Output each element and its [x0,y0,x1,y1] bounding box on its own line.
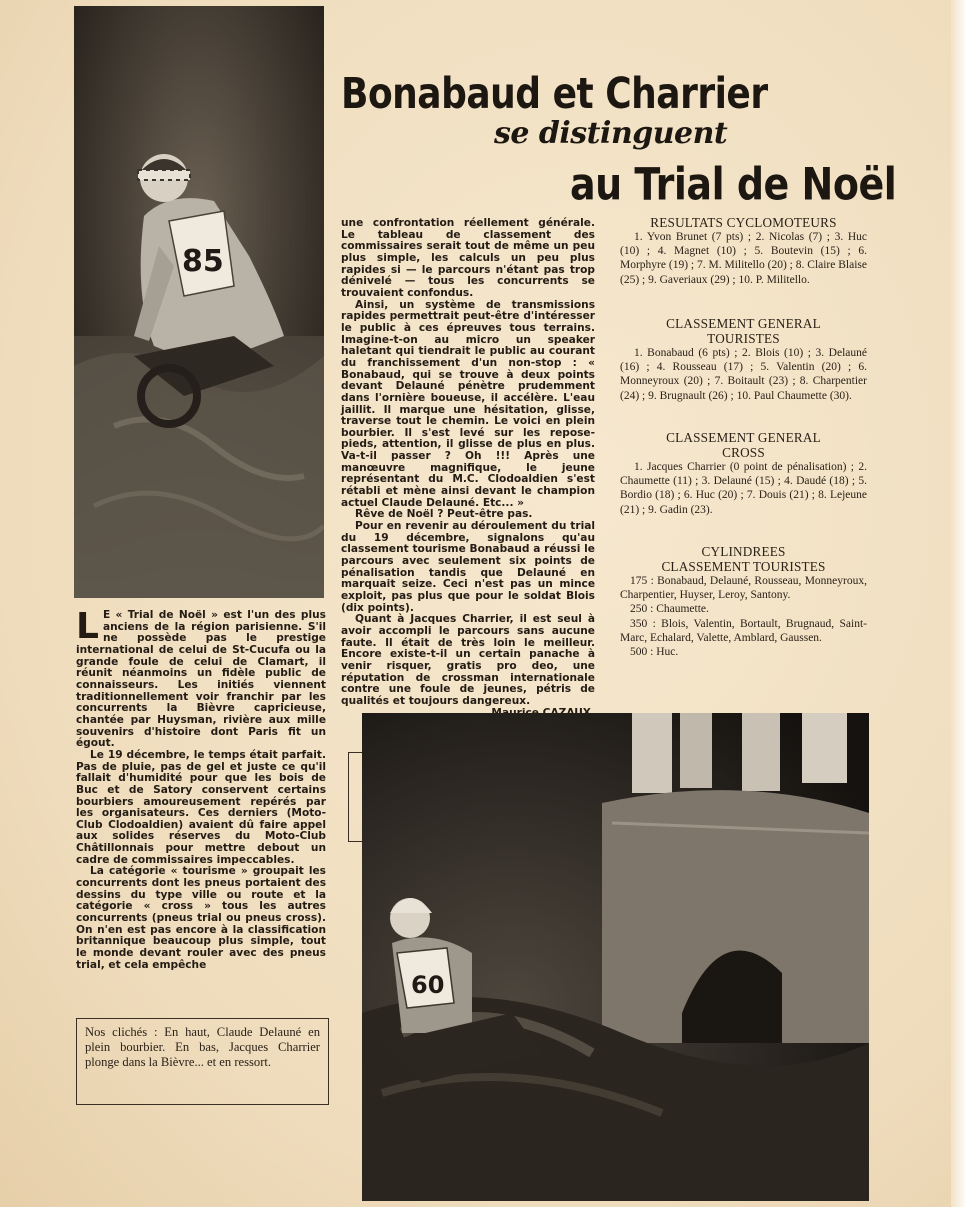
results-subheading: CLASSEMENT TOURISTES [661,559,826,574]
article-paragraph: Le 19 décembre, le temps était parfait. Pas de pluie, pas de gel et juste ce qu'il fallait d'humidité pour que les bois de Buc et de Satory conservent certains bourbiers amoureusement repérés par les organisateurs. Ces derniers (Moto-Club Clodoaldien) avaient dû faire appel aux solides réserves du Moto-Club Châtillonnais pour mettre debout un cadre de commissaires impeccables. [76,748,326,866]
article-paragraph: E « Trial de Noël » est l'un des plus anciens de la région parisienne. S'il ne possède pas le prestige international de celui de St-Cucufa ou la grande foule de celui de Clamart, il réunit néanmoins un fidèle public de connaisseurs. Les initiés viennent traditionnellement voir franchir par les concurrents la Bièvre capricieuse, chantée par Huysman, rivière aux mille souvenirs d'histoire dont Paris fit un égout. [76,609,326,750]
results-line: 250 : Chaumette. [630,603,709,616]
dropcap: L [76,606,99,647]
results-text: 1. Yvon Brunet (7 pts) ; 2. Nicolas (7) ; 3. Huc (10) ; 4. Magnet (10) ; 5. Boutevin (15) ; 6. Morphyre (19) ; 7. M. Militello (20) ; 8. Claire Blaise (25) ; 9. Gaveriaux (29) ; 10. P. Militello. [620,231,867,286]
headline-line1: Bonabaud et Charrier [341,70,768,119]
results-heading: RESULTATS CYCLOMOTEURS [650,215,837,230]
bib-number-85: 85 [182,244,224,279]
article-paragraph: Quant à Jacques Charrier, il est seul à avoir accompli le parcours sans aucune faute. Il était de très loin le meilleur. Encore existe-t-il un certain panache à venir risquer, gratis pro deo, une réputation de crossman internationale contre une foule de jeunes, pétris de qualités et toujours dangereux. [341,613,595,707]
results-subheading: TOURISTES [707,331,780,346]
results-cylindrees [620,544,867,659]
results-heading: CLASSEMENT GENERAL [666,430,821,445]
photo-bottom-rider-in-river [362,713,869,1201]
results-cross [620,430,867,517]
headline-line2: se distinguent [494,116,728,151]
results-heading: CLASSEMENT GENERAL [666,316,821,331]
page-edge [951,0,965,1207]
photo-caption-box: Nos clichés : En haut, Claude Delauné en plein bourbier. En bas, Jacques Charrier plonge dans la Bièvre... et en ressort. [76,1018,329,1105]
results-touristes [620,316,867,403]
results-heading: CYLINDREES [701,544,786,559]
article-column-middle [341,218,595,719]
article-paragraph: Ainsi, un système de transmissions rapides permettrait peut-être d'intéresser le public à ces épreuves tous terrains. Imagine-t-on au micro un speaker haletant qui tiendrait le public au courant du franchissement d'un non-stop : « Bonabaud, qui se trouve à deux points devant Delauné pénètre prudemment dans l'ornière boueuse, il accélère. L'eau jaillit. Il marque une hésitation, glisse, traverse tout le chemin. Le voici en plein bourbier. Il s'est levé sur les repose-pieds, attention, il glisse de plus en plus. Va-t-il passer ? Oh !!! Après une manœuvre magnifique, le jeune représentant du M.C. Clodoaldien s'est rétabli et mène ainsi devant le champion actuel Claude Delauné. Etc... » [341,298,595,509]
results-text: 1. Jacques Charrier (0 point de pénalisation) ; 2. Chaumette (11) ; 3. Delauné (15) ; 4. Daudé (18) ; 5. Bordio (18) ; 6. Huc (20) ; 7. Douis (21) ; 8. Lejeune (21) ; 9. Gadin (23). [620,461,867,516]
headline-line3: au Trial de Noël [570,158,897,210]
article-paragraph: Pour en revenir au déroulement du trial du 19 décembre, signalons qu'au classement tourisme Bonabaud a réussi le parcours avec seulement six points de pénalisation tandis que Delauné en marquait seize. Ceci n'est pas un mince exploit, pas plus que pour le soldat Blois (dix points). [341,520,595,614]
results-text: 1. Bonabaud (6 pts) ; 2. Blois (10) ; 3. Delauné (16) ; 4. Rousseau (17) ; 5. Valentin (20) ; 6. Monneyroux (20) ; 7. Boitault (23) ; 8. Charpentier (24) ; 9. Brugnault (26) ; 10. Paul Chaumette (30). [620,347,867,402]
bib-number-60: 60 [411,971,445,999]
article-paragraph: une confrontation réellement générale. Le tableau de classement des commissaires serait tout de même un peu plus simple, les calculs un peu plus rapides si — le parcours n'étant pas trop dénivelé — tous les concurrents se trouvaient confondus. [341,217,595,299]
article-paragraph: Rêve de Noël ? Peut-être pas. [355,508,533,521]
article-column-left [76,606,326,971]
results-line: 350 : Blois, Valentin, Bortault, Brugnaud, Saint-Marc, Echalard, Valette, Amblard, Gaussen. [620,617,867,644]
results-subheading: CROSS [722,445,765,460]
results-line: 500 : Huc. [630,646,679,659]
photo-top-rider-in-mud [74,6,324,598]
article-paragraph: La catégorie « tourisme » groupait les concurrents dont les pneus portaient des dessins du type ville ou route et la catégorie « cross » tous les autres concurrents (pneus trial ou pneus cross). On n'en est pas encore à la classification britannique beaucoup plus simple, tout le monde devant rouler avec des pneus trial, et cela empêche [76,865,326,971]
results-cyclomoteurs [620,215,867,287]
results-line: 175 : Bonabaud, Delauné, Rousseau, Monneyroux, Charpentier, Huyser, Leroy, Santony. [620,575,867,602]
